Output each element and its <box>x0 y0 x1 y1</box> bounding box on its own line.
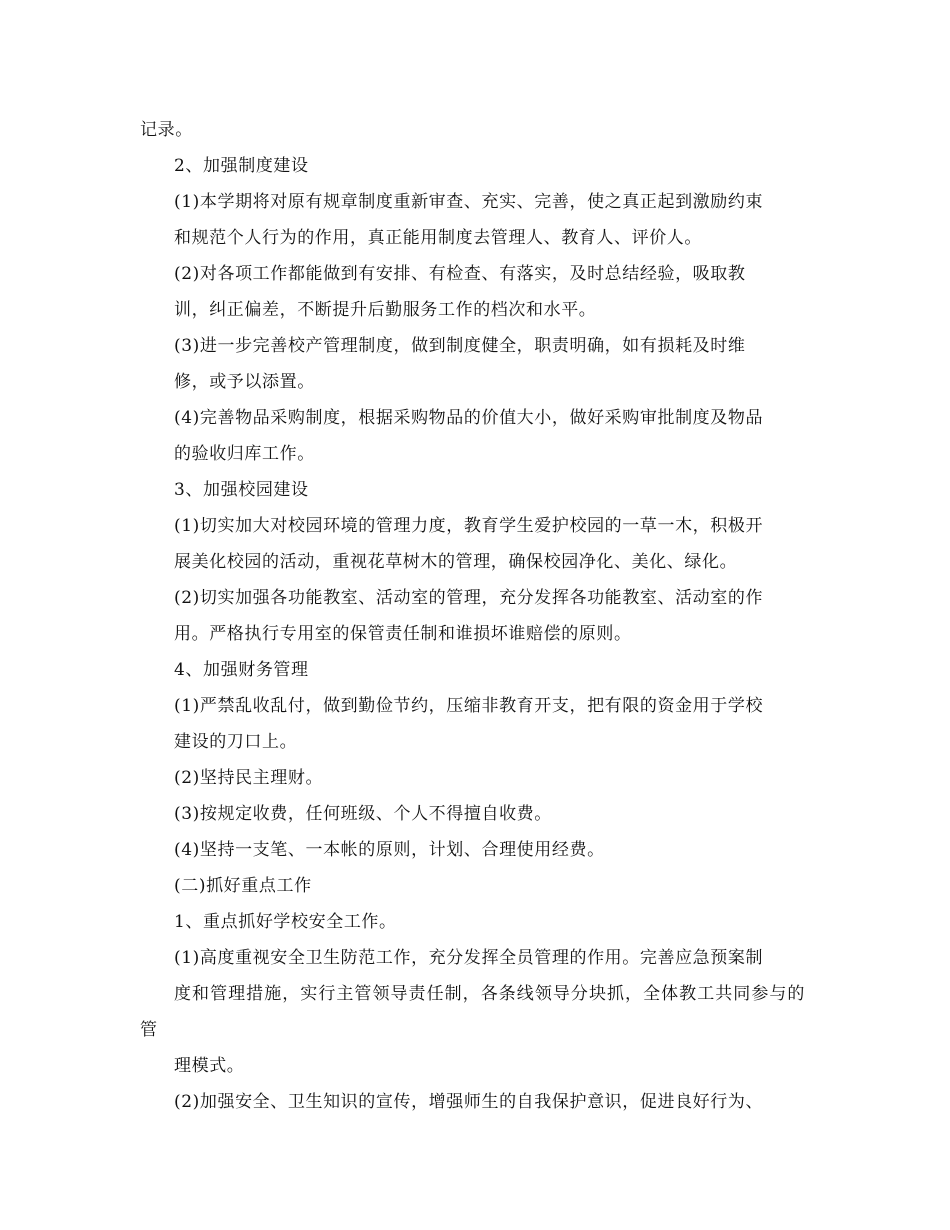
text-line: 修，或予以添置。 <box>174 372 315 392</box>
text-line: (4)完善物品采购制度，根据采购物品的价值大小，做好采购审批制度及物品 <box>174 408 764 428</box>
paragraph <box>140 328 805 400</box>
text-line: 建设的刀口上。 <box>174 732 298 752</box>
paragraph <box>140 400 805 472</box>
text-line: (1)严禁乱收乱付，做到勤俭节约，压缩非教育开支，把有限的资金用于学校 <box>174 696 764 716</box>
text-line: (1)本学期将对原有规章制度重新审查、充实、完善，使之真正起到激励约束 <box>174 192 764 212</box>
text-line: (3)按规定收费，任何班级、个人不得擅自收费。 <box>174 804 552 824</box>
paragraph <box>140 1084 805 1120</box>
paragraph-continuation <box>140 112 805 148</box>
paragraph <box>140 760 805 796</box>
paragraph <box>140 796 805 832</box>
text-line: (1)切实加大对校园环境的管理力度，教育学生爱护校园的一草一木，积极开 <box>174 516 764 536</box>
text-line: 度和管理措施，实行主管领导责任制，各条线领导分块抓，全体教工共同参与的管 <box>140 984 805 1040</box>
paragraph <box>140 688 805 760</box>
text-line: (2)对各项工作都能做到有安排、有检查、有落实，及时总结经验，吸取教 <box>174 264 746 284</box>
text-line: 展美化校园的活动，重视花草树木的管理，确保校园净化、美化、绿化。 <box>174 552 738 572</box>
section-heading-institution <box>140 148 805 184</box>
subsection-heading-safety <box>140 904 805 940</box>
document-body <box>140 112 805 1120</box>
text-line: (2)加强安全、卫生知识的宣传，增强师生的自我保护意识，促进良好行为、 <box>174 1092 764 1112</box>
text-line: 训，纠正偏差，不断提升后勤服务工作的档次和水平。 <box>174 300 597 320</box>
paragraph <box>140 580 805 652</box>
paragraph <box>140 940 805 1084</box>
text-line: (1)高度重视安全卫生防范工作，充分发挥全员管理的作用。完善应急预案制 <box>174 948 764 968</box>
text-line: 2、加强制度建设 <box>174 156 309 176</box>
section-heading-key-work <box>140 868 805 904</box>
text-line: 4、加强财务管理 <box>174 660 309 680</box>
text-line: 和规范个人行为的作用，真正能用制度去管理人、教育人、评价人。 <box>174 228 702 248</box>
paragraph <box>140 832 805 868</box>
paragraph <box>140 256 805 328</box>
text-line: 记录。 <box>140 120 193 140</box>
text-line: 3、加强校园建设 <box>174 480 309 500</box>
text-line: (3)进一步完善校产管理制度，做到制度健全，职责明确，如有损耗及时维 <box>174 336 746 356</box>
text-line: (2)切实加强各功能教室、活动室的管理，充分发挥各功能教室、活动室的作 <box>174 588 764 608</box>
paragraph <box>140 508 805 580</box>
section-heading-campus <box>140 472 805 508</box>
section-heading-finance <box>140 652 805 688</box>
text-line: 的验收归库工作。 <box>174 444 315 464</box>
text-line: (4)坚持一支笔、一本帐的原则，计划、合理使用经费。 <box>174 840 605 860</box>
text-line: 理模式。 <box>174 1056 245 1076</box>
text-line: 1、重点抓好学校安全工作。 <box>174 912 397 932</box>
paragraph <box>140 184 805 256</box>
text-line: (2)坚持民主理财。 <box>174 768 324 788</box>
text-line: 用。严格执行专用室的保管责任制和谁损坏谁赔偿的原则。 <box>174 624 632 644</box>
text-line: (二)抓好重点工作 <box>174 876 312 896</box>
